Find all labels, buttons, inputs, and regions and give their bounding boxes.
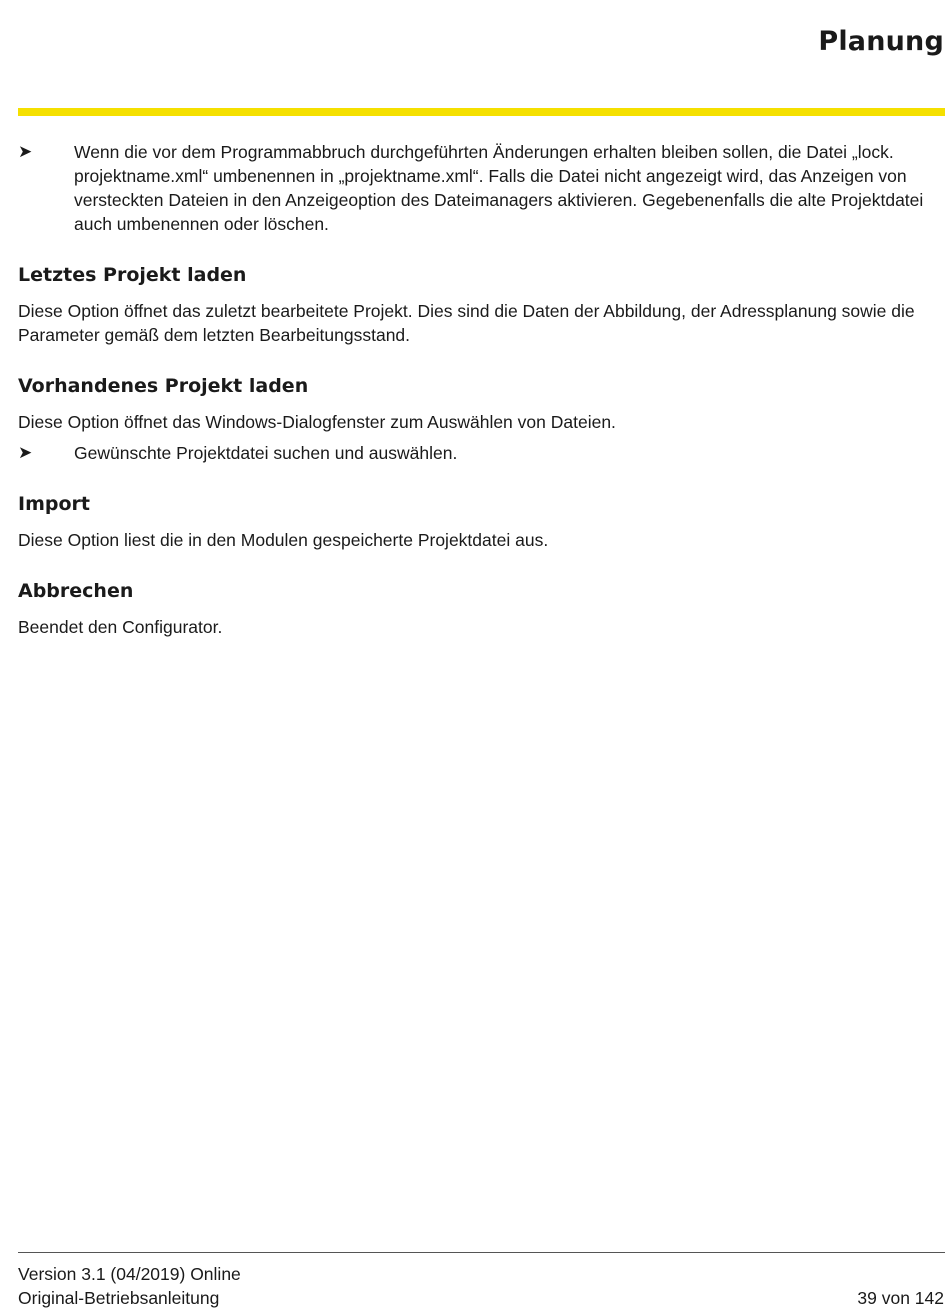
- page-title: Planung: [818, 26, 944, 57]
- footer-info: [18, 1262, 241, 1310]
- section-text-cancel: Beendet den Configurator.: [18, 617, 223, 637]
- section-heading-import: Import: [18, 493, 90, 515]
- bullet-text: Gewünschte Projektdatei suchen und auswählen.: [74, 443, 458, 463]
- footer-divider: [18, 1252, 945, 1253]
- section-text-import: Diese Option liest die in den Modulen gespeicherte Projektdatei aus.: [18, 530, 549, 550]
- footer-version: Version 3.1 (04/2019) Online: [18, 1264, 241, 1284]
- arrow-bullet-icon: ➤: [18, 142, 33, 161]
- footer-doc-type: Original-Betriebsanleitung: [18, 1288, 220, 1308]
- bullet-item: [18, 140, 946, 236]
- section-text-last-project: Diese Option öffnet das zuletzt bearbeitete Projekt. Dies sind die Daten der Abbildung, der Adressplanung sowie die Parameter gemäß dem letzten Bearbeitungsstand.: [18, 301, 915, 345]
- bullet-item: [18, 441, 946, 465]
- page-number: 39 von 142: [857, 1288, 944, 1308]
- section-heading-last-project: Letztes Projekt laden: [18, 264, 247, 286]
- section-text-existing-project: Diese Option öffnet das Windows-Dialogfenster zum Auswählen von Dateien.: [18, 412, 616, 432]
- accent-bar: [18, 108, 945, 116]
- document-body: [18, 140, 946, 639]
- bullet-text: Wenn die vor dem Programmabbruch durchgeführten Änderungen erhalten bleiben sollen, die Datei „lock. projektname.xml“ umbenennen in „projektname.xml“. Falls die Datei nicht angezeigt wird, das Anzeigen von versteckten Dateien in den Anzeigeoption des Dateimanagers aktivieren. Gegebenenfalls die alte Projektdatei auch umbenennen oder löschen.: [74, 142, 924, 234]
- section-heading-cancel: Abbrechen: [18, 580, 134, 602]
- section-heading-existing-project: Vorhandenes Projekt laden: [18, 375, 309, 397]
- arrow-bullet-icon: ➤: [18, 443, 33, 462]
